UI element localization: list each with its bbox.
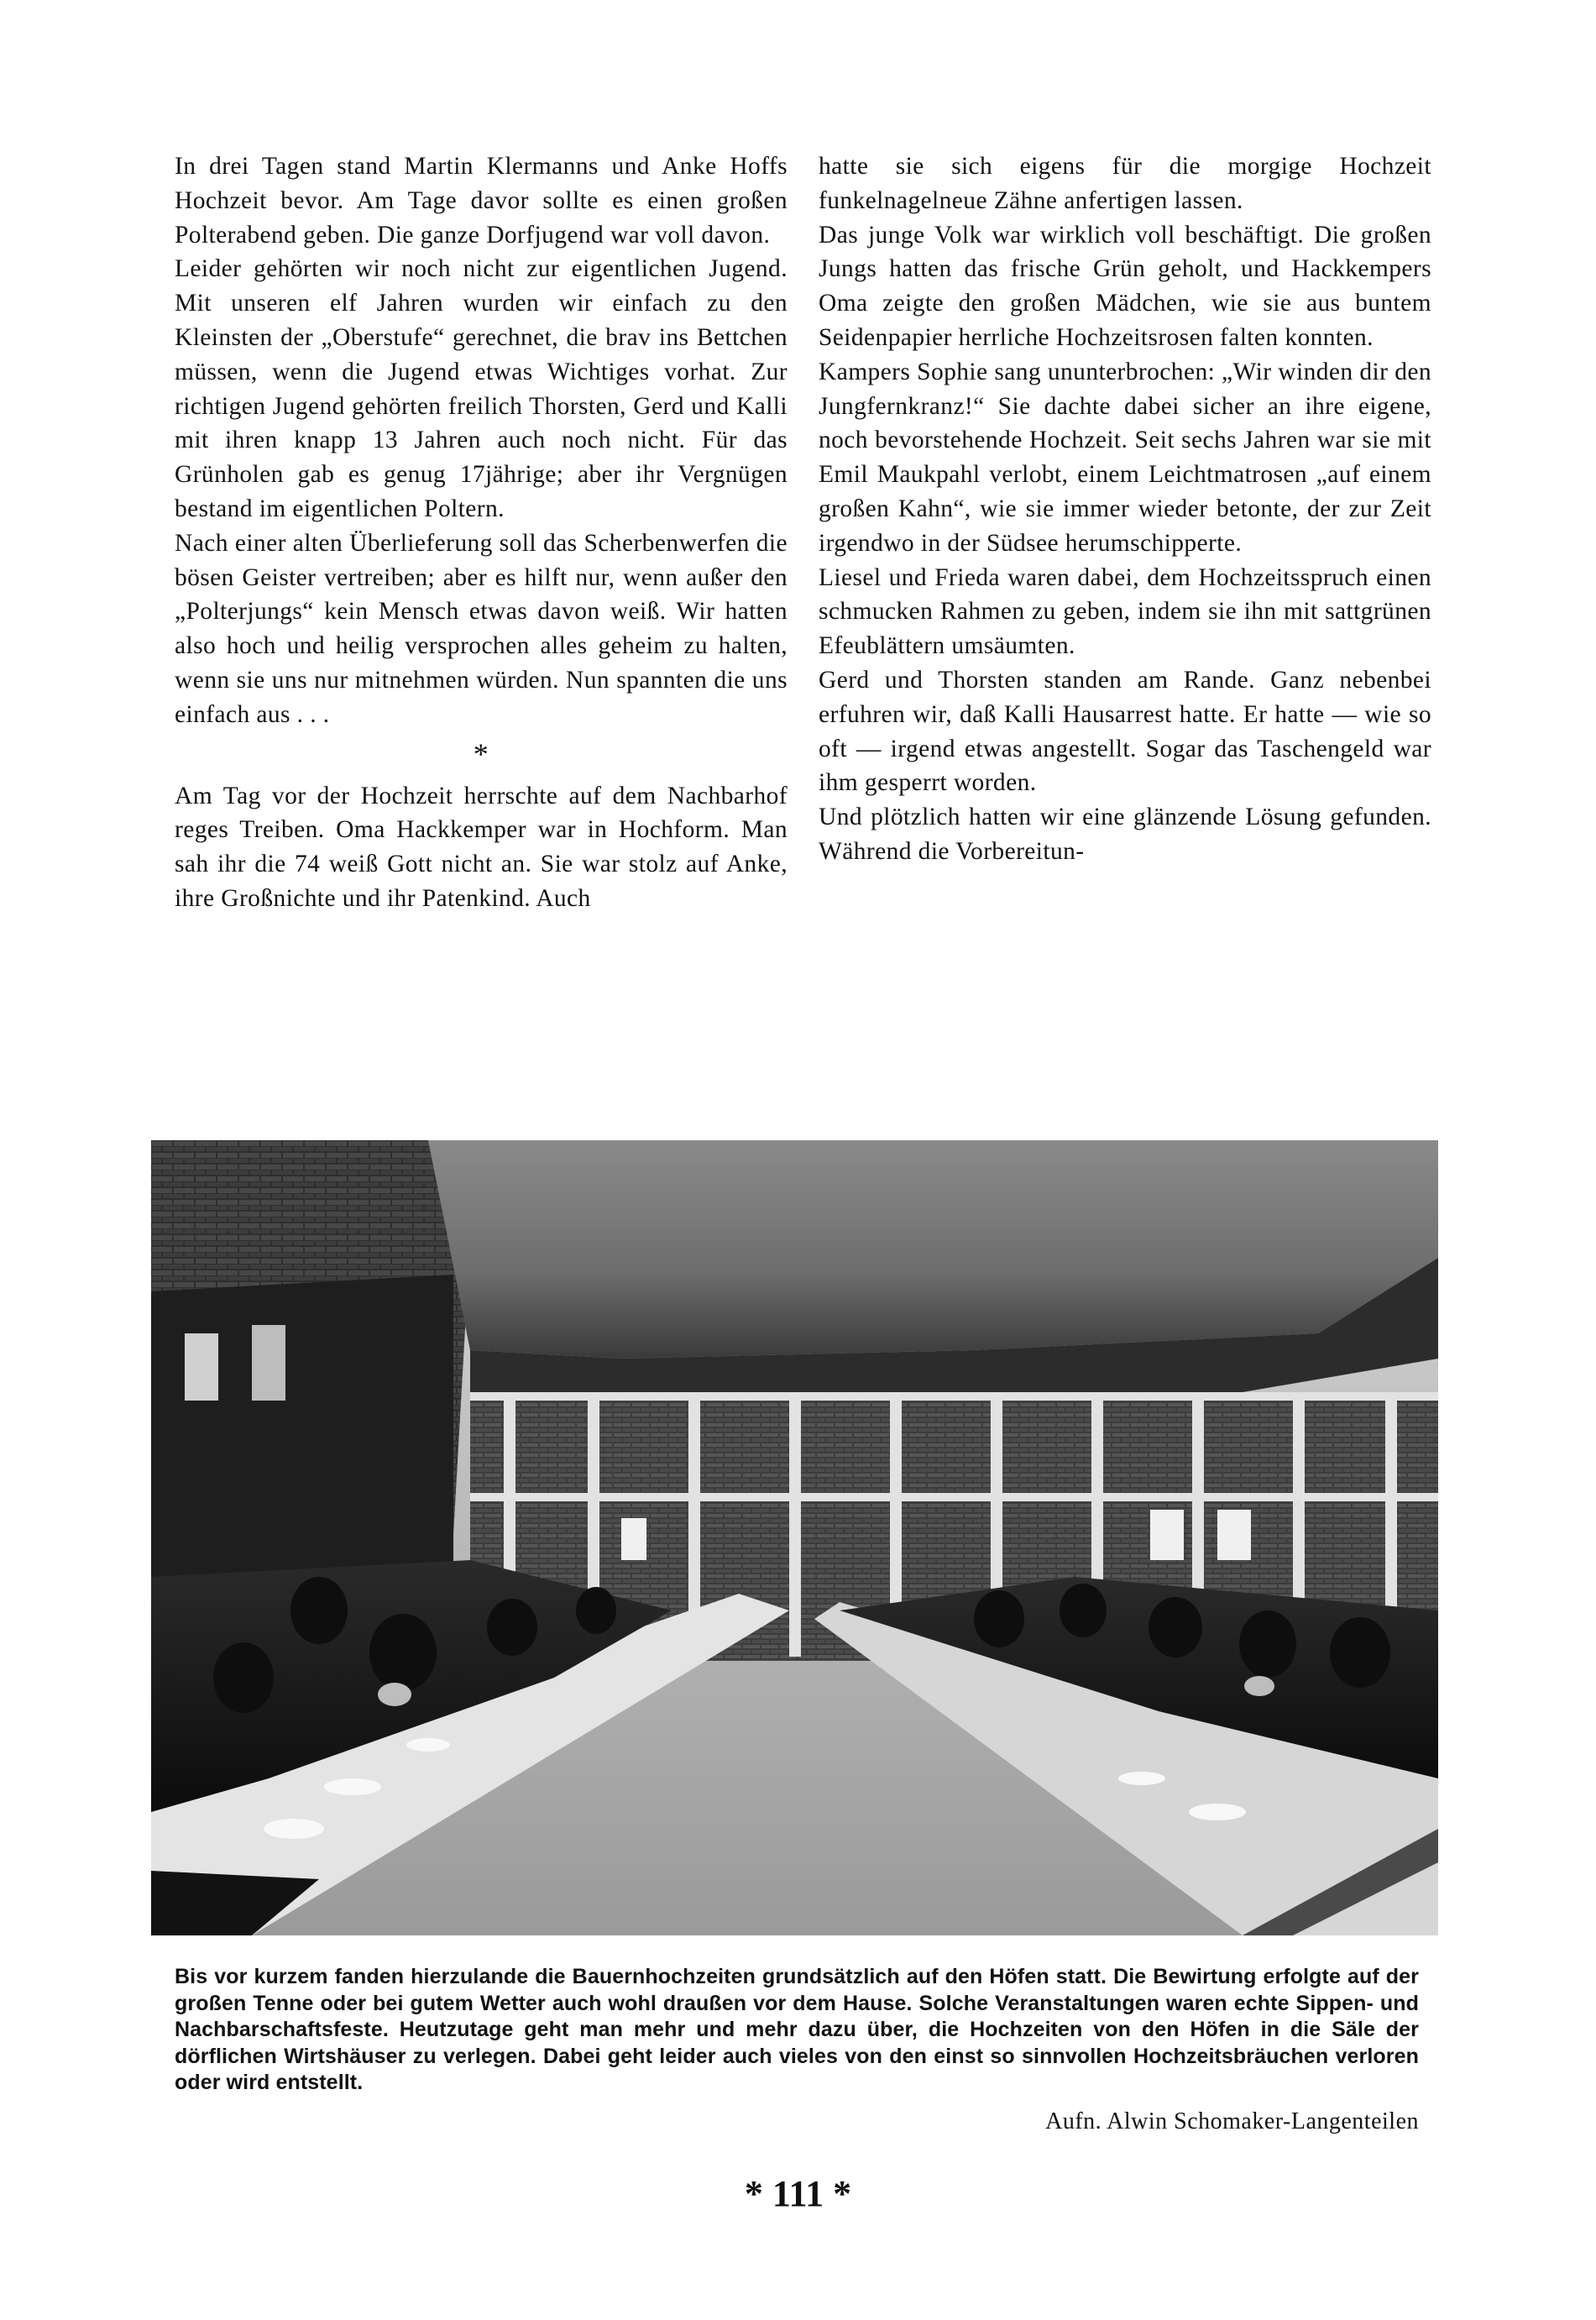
paragraph: Am Tag vor der Hochzeit herrschte auf dem Nachbarhof reges Treiben. Oma Hackkemper war in Hochform. Man sah ihr die 74 weiß Gott nicht an. Sie war stolz auf Anke, ihre Großnichte und ihr Patenkind. Auch: [175, 782, 788, 912]
article-right-column: [819, 149, 1431, 869]
paragraph: Liesel und Frieda waren dabei, dem Hochzeitsspruch einen schmucken Rahmen zu geben, indem sie ihn mit sattgrünen Efeublättern umsäumten.: [819, 563, 1431, 660]
photo-caption: Bis vor kurzem fanden hierzulande die Bauernhochzeiten grundsätzlich auf den Höfen statt. Die Bewirtung erfolgte auf der großen Tenne oder bei gutem Wetter auch wohl draußen vor dem Hause. Solche Veranstaltungen waren echte Sippen- und Nachbarschaftsfeste. Heutzutage geht man mehr und mehr dazu über, die Hochzeiten von den Höfen in die Säle der dörflichen Wirtshäuser zu verlegen. Dabei geht leider auch vieles von den einst so sinnvollen Hochzeitsbräuchen verloren oder wird entstellt.: [175, 1965, 1419, 2094]
page-number: * 111 *: [744, 2173, 852, 2214]
paragraph: In drei Tagen stand Martin Klermanns und Anke Hoffs Hochzeit bevor. Am Tage davor sollte es einen großen Polterabend geben. Die ganze Dorfjugend war voll davon.: [175, 153, 788, 249]
section-separator: *: [473, 736, 489, 771]
paragraph: Nach einer alten Überlieferung soll das Scherbenwerfen die bösen Geister vertreiben; aber es hilft nur, wenn außer den „Polterjungs“ kein Mensch etwas davon weiß. Wir hatten also hoch und heilig versprochen alles geheim zu halten, wenn sie uns nur mitnehmen würden. Nun spannten die uns einfach aus . . .: [175, 529, 788, 728]
paragraph: Und plötzlich hatten wir eine glänzende Lösung gefunden. Während die Vorbereitun-: [819, 804, 1431, 865]
paragraph: hatte sie sich eigens für die morgige Hochzeit funkelnagelneue Zähne anfertigen lassen.: [819, 153, 1431, 214]
wedding-feast-photo: [151, 1140, 1438, 1935]
photo-credit: Aufn. Alwin Schomaker-Langenteilen: [1045, 2108, 1419, 2134]
paragraph: Gerd und Thorsten standen am Rande. Ganz nebenbei erfuhren wir, daß Kalli Hausarrest hatte. Er hatte — wie so oft — irgend etwas angestellt. Sogar das Taschengeld war ihm gesperrt worden.: [819, 666, 1431, 797]
paragraph: Leider gehörten wir noch nicht zur eigentlichen Jugend. Mit unseren elf Jahren wurden wir einfach zu den Kleinsten der „Oberstufe“ gerechnet, die brav ins Bettchen müssen, wenn die Jugend etwas Wichtiges vorhat. Zur richtigen Jugend gehörten freilich Thorsten, Gerd und Kalli mit ihren knapp 13 Jahren auch noch nicht. Für das Grünholen gab es genug 17jährige; aber ihr Vergnügen bestand im eigentlichen Poltern.: [175, 255, 788, 522]
paragraph: Das junge Volk war wirklich voll beschäftigt. Die großen Jungs hatten das frische Grün geholt, und Hackkempers Oma zeigte den großen Mädchen, wie sie aus buntem Seidenpapier herrliche Hochzeitsrosen falten konnten.: [819, 221, 1431, 351]
article-left-column: [175, 149, 788, 916]
paragraph: Kampers Sophie sang ununterbrochen: „Wir winden dir den Jungfernkranz!“ Sie dachte dabei sicher an ihre eigene, noch bevorstehende Hochzeit. Seit sechs Jahren war sie mit Emil Maukpahl verlobt, einem Leichtmatrosen „auf einem großen Kahn“, wie sie immer wieder betonte, der zur Zeit irgendwo in der Südsee herumschipperte.: [819, 358, 1431, 557]
